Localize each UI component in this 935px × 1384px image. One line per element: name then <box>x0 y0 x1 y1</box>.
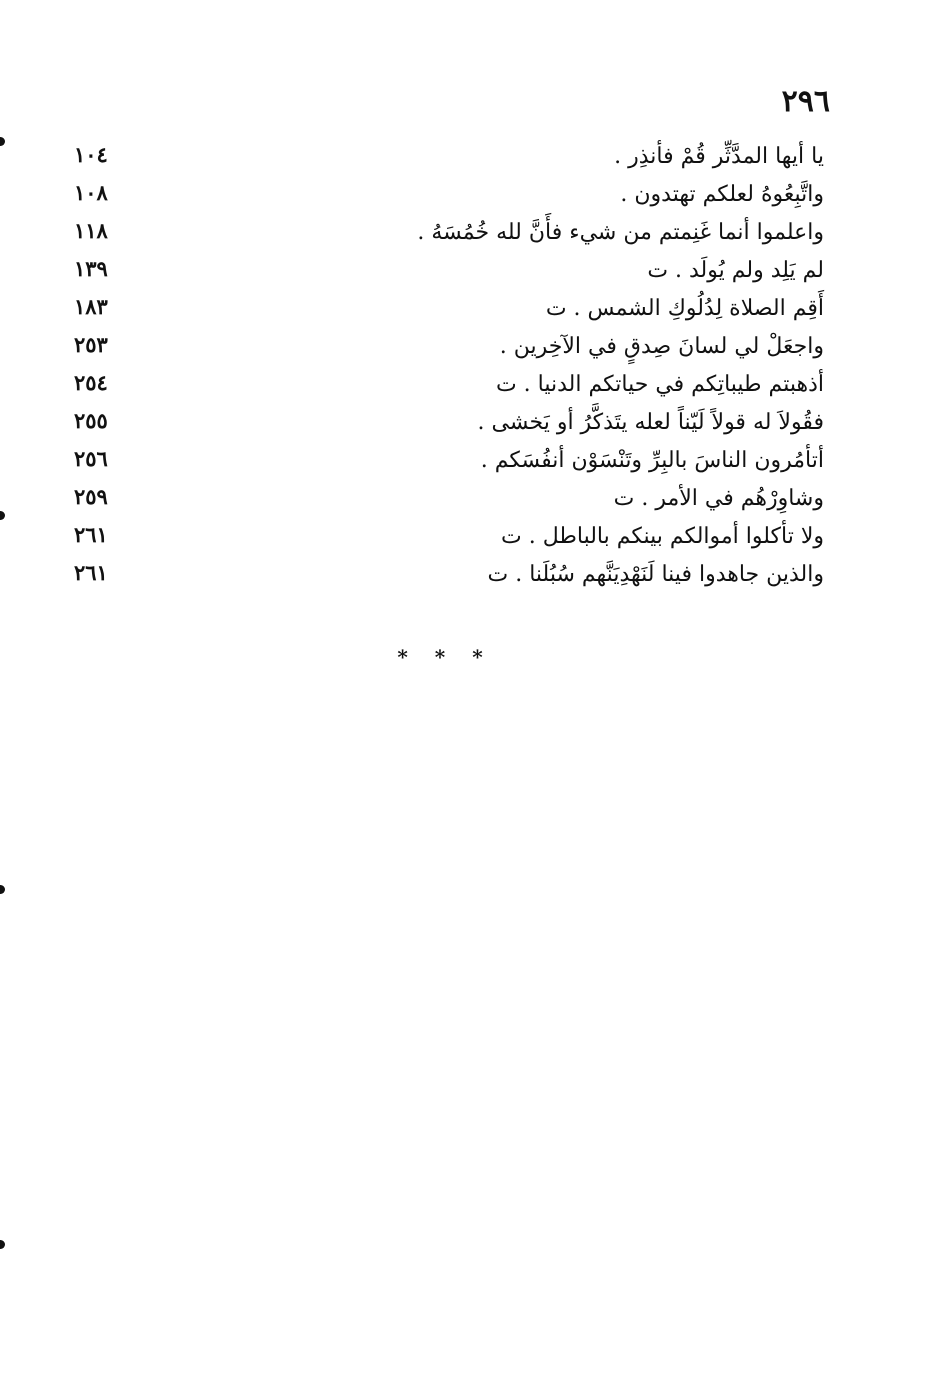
index-row <box>60 406 824 444</box>
verse-text: واتَّبِعُوهُ لعلكم تهتدون . <box>620 182 824 207</box>
index-row <box>60 292 824 330</box>
verse-text: أذهبتم طيباتِكم في حياتكم الدنيا . ت <box>495 372 824 397</box>
verse-text: ولا تأكلوا أموالكم بينكم بالباطل . ت <box>501 524 824 549</box>
index-row <box>60 254 824 292</box>
binding-mark <box>0 885 5 894</box>
index-row <box>60 140 824 178</box>
page-reference: ٢٥٩ <box>74 484 108 509</box>
index-row <box>60 558 824 596</box>
page-reference: ١٠٤ <box>74 142 108 167</box>
page-reference: ٢٦١ <box>74 560 108 585</box>
page-reference: ٢٥٦ <box>74 446 108 471</box>
binding-mark <box>0 511 5 520</box>
verse-text: يا أيها المدَّثِّر قُمْ فأنذِر . <box>614 144 824 169</box>
page-reference: ٢٥٤ <box>74 370 108 395</box>
section-separator: * * * <box>397 645 493 669</box>
verse-text: فقُولاَ له قولاً لَيّناً لعله يتَذكَّرُ أو يَخشى . <box>477 410 824 435</box>
verse-text: واعلموا أنما غَنِمتم من شيء فأَنَّ لله خُمُسَهُ . <box>417 220 824 245</box>
index-row <box>60 520 824 558</box>
verse-text: وشاوِرْهُم في الأمر . ت <box>613 486 824 511</box>
binding-mark <box>0 137 5 146</box>
index-row <box>60 216 824 254</box>
verse-text: والذين جاهدوا فينا لَنَهْدِيَنَّهم سُبُلَنا . ت <box>487 562 824 587</box>
binding-mark <box>0 1240 5 1249</box>
verse-index-list <box>60 140 824 596</box>
verse-text: أَقِم الصلاة لِدُلُوكِ الشمس . ت <box>545 296 824 321</box>
verse-text: لم يَلِد ولم يُولَد . ت <box>647 258 824 283</box>
page-reference: ١٣٩ <box>74 256 108 281</box>
index-row <box>60 368 824 406</box>
verse-text: واجعَلْ لي لسانَ صِدقٍ في الآخِرين . <box>499 334 824 359</box>
page-reference: ١٠٨ <box>74 180 108 205</box>
page-reference: ٢٥٥ <box>74 408 108 433</box>
index-row <box>60 178 824 216</box>
page-reference: ١١٨ <box>74 218 108 243</box>
index-row <box>60 444 824 482</box>
index-row <box>60 330 824 368</box>
page-number: ٢٩٦ <box>781 84 830 119</box>
page-reference: ١٨٣ <box>74 294 108 319</box>
page-reference: ٢٦١ <box>74 522 108 547</box>
verse-text: أتأمُرون الناسَ بالبِرِّ وتَنْسَوْن أنفُسَكم . <box>480 448 824 473</box>
index-row <box>60 482 824 520</box>
page-reference: ٢٥٣ <box>74 332 108 357</box>
